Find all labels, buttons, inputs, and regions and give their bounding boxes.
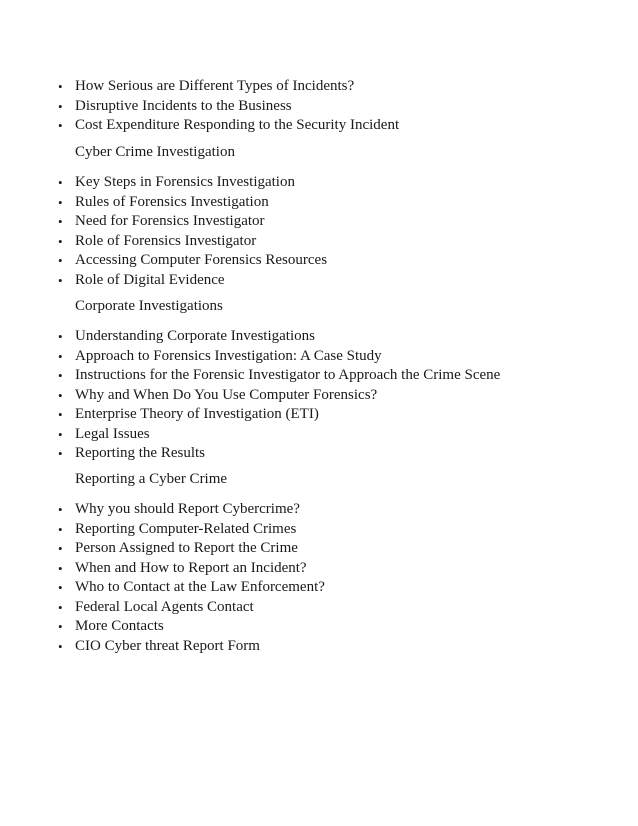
list-item-text: Who to Contact at the Law Enforcement? [75,579,325,595]
list-item-text: Approach to Forensics Investigation: A Case Study [75,347,382,364]
bullet-icon: • [58,521,63,537]
section-heading-corporate-investigations: Corporate Investigations [75,298,223,314]
bullet-icon: • [58,368,63,383]
list-item-text: Reporting the Results [75,445,205,461]
list-item [0,116,399,136]
list-item [0,386,500,406]
list-item-text: Cost Expenditure Responding to the Security Incident [75,117,400,133]
bullet-icon: • [58,387,63,403]
list-item-text: Reporting Computer-Related Crimes [75,520,297,537]
list-item-text: Instructions for the Forensic Investigator to Approach the Crime Scene [75,367,501,383]
bullet-list-cyber-crime-investigation [0,173,327,290]
bullet-icon: • [58,98,63,114]
bullet-icon: • [58,214,63,229]
list-item [0,637,325,657]
bullet-icon: • [58,541,63,556]
list-item [0,212,327,232]
bullet-icon: • [58,580,63,595]
bullet-icon: • [58,175,63,190]
list-item-text: Accessing Computer Forensics Resources [75,252,328,268]
list-item [0,578,325,598]
bullet-icon: • [58,348,63,364]
bullet-icon: • [58,253,63,268]
bullet-list-intro [0,77,399,136]
list-item-text: Understanding Corporate Investigations [75,328,315,344]
bullet-icon: • [58,638,63,654]
list-item-text: More Contacts [75,618,164,634]
list-item-text: Need for Forensics Investigator [75,213,265,229]
list-item-text: Why and When Do You Use Computer Forensics? [75,386,378,403]
bullet-icon: • [58,79,63,94]
bullet-icon: • [58,560,63,576]
list-item [0,347,500,367]
list-item [0,97,399,117]
list-item [0,271,327,291]
bullet-list-corporate-investigations [0,327,500,464]
list-item-text: CIO Cyber threat Report Form [75,637,260,654]
bullet-icon: • [58,329,63,344]
list-item [0,173,327,193]
list-item-text: Disruptive Incidents to the Business [75,97,292,114]
list-item-text: Rules of Forensics Investigation [75,193,269,210]
list-item [0,193,327,213]
list-item [0,77,399,97]
list-item [0,251,327,271]
bullet-icon: • [58,446,63,461]
bullet-icon: • [58,194,63,210]
list-item-text: Key Steps in Forensics Investigation [75,174,295,190]
list-item [0,500,325,520]
list-item-text: Enterprise Theory of Investigation (ETI) [75,406,319,422]
list-item-text: Person Assigned to Report the Crime [75,540,298,556]
list-item [0,425,500,445]
list-item-text: When and How to Report an Incident? [75,559,307,576]
bullet-icon: • [58,272,63,288]
bullet-icon: • [58,619,63,634]
bullet-icon: • [58,426,63,442]
list-item [0,327,500,347]
bullet-icon: • [58,407,63,422]
list-item-text: Why you should Report Cybercrime? [75,501,300,517]
bullet-icon: • [58,118,63,133]
list-item-text: Legal Issues [75,425,150,442]
bullet-icon: • [58,233,63,249]
list-item-text: Role of Forensics Investigator [75,232,257,249]
list-item [0,617,325,637]
list-item [0,444,500,464]
list-item [0,520,325,540]
section-heading-reporting-a-cyber-crime: Reporting a Cyber Crime [75,471,228,487]
list-item-text: Role of Digital Evidence [75,271,225,288]
list-item-text: Federal Local Agents Contact [75,598,254,615]
list-item-text: How Serious are Different Types of Incidents? [75,78,355,94]
bullet-list-reporting-a-cyber-crime [0,500,325,656]
bullet-icon: • [58,599,63,615]
list-item [0,232,327,252]
list-item [0,598,325,618]
list-item [0,405,500,425]
list-item [0,539,325,559]
section-heading-cyber-crime-investigation: Cyber Crime Investigation [75,144,235,160]
bullet-icon: • [58,502,63,517]
list-item [0,366,500,386]
list-item [0,559,325,579]
